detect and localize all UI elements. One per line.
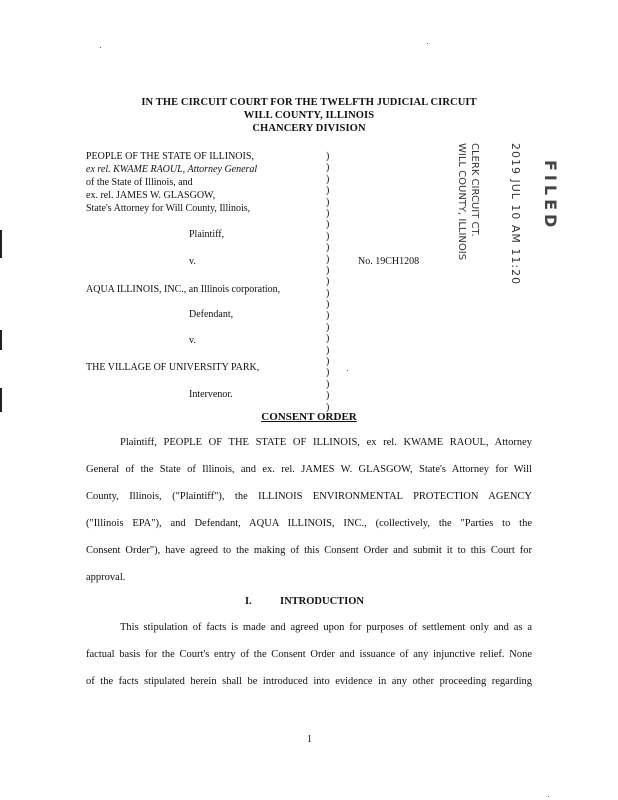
paren: ) xyxy=(326,333,330,345)
page-number: 1 xyxy=(307,734,312,745)
scan-speck xyxy=(548,796,549,797)
paren: ) xyxy=(326,310,330,322)
stamp-line-county: WILL COUNTY, ILLINOIS xyxy=(456,143,467,261)
section-number: I. xyxy=(245,596,252,607)
caption-parenthesis-column xyxy=(326,151,329,413)
paren: ) xyxy=(326,196,330,208)
paren: ) xyxy=(326,264,330,276)
scan-speck xyxy=(427,43,428,44)
plaintiff-line: PEOPLE OF THE STATE OF ILLINOIS, xyxy=(86,151,254,162)
plaintiff-line: ex. rel. JAMES W. GLASGOW, xyxy=(86,190,216,201)
intro-line: County, Illinois, ("Plaintiff"), the ILLINOIS ENVIRONMENTAL PROTECTION AGENCY xyxy=(86,491,532,502)
versus-label: v. xyxy=(189,256,196,267)
paren: ) xyxy=(326,344,330,356)
intro-line: approval. xyxy=(86,572,126,583)
court-name: IN THE CIRCUIT COURT FOR THE TWELFTH JUDICIAL CIRCUIT xyxy=(141,97,477,108)
division-name: CHANCERY DIVISION xyxy=(252,123,366,134)
paren: ) xyxy=(326,219,330,231)
paren: ) xyxy=(326,401,330,413)
plaintiff-line: State's Attorney for Will County, Illinois, xyxy=(86,203,251,214)
paren: ) xyxy=(326,321,330,333)
defendant-label: Defendant, xyxy=(189,309,234,320)
paren: ) xyxy=(326,185,330,197)
paren: ) xyxy=(326,207,330,219)
section-line: of the facts stipulated herein shall be introduced into evidence in any other proceeding regarding xyxy=(86,676,532,687)
stamp-line-date: 2019 JUL 10 AM 11:20 xyxy=(509,143,522,286)
paren: ) xyxy=(326,162,330,174)
defendant-name: AQUA ILLINOIS, INC., an Illinois corporation, xyxy=(86,284,281,295)
stamp-line-clerk: CLERK CIRCUIT CT. xyxy=(469,143,480,237)
scan-edge-mark xyxy=(0,330,2,350)
versus-label: v. xyxy=(189,335,196,346)
paren: ) xyxy=(326,378,330,390)
paren: ) xyxy=(326,230,330,242)
scan-edge-mark xyxy=(0,388,2,412)
paren: ) xyxy=(326,356,330,368)
stamp-line-filed: FILED xyxy=(541,160,560,232)
case-number: No. 19CH1208 xyxy=(358,256,420,267)
intervenor-name: THE VILLAGE OF UNIVERSITY PARK, xyxy=(86,362,260,373)
section-heading: INTRODUCTION xyxy=(280,596,365,607)
paren: ) xyxy=(326,173,330,185)
document-title: CONSENT ORDER xyxy=(261,411,357,423)
intro-line: Consent Order"), have agreed to the making of this Consent Order and submit it to this Court for xyxy=(86,545,532,556)
paren: ) xyxy=(326,242,330,254)
paren: ) xyxy=(326,299,330,311)
scan-speck xyxy=(347,370,348,371)
intro-line: Plaintiff, PEOPLE OF THE STATE OF ILLINOIS, ex rel. KWAME RAOUL, Attorney xyxy=(120,437,532,448)
paren: ) xyxy=(326,367,330,379)
section-line: This stipulation of facts is made and agreed upon for purposes of settlement only and as a xyxy=(120,622,532,633)
intervenor-label: Intervenor. xyxy=(189,389,233,400)
paren: ) xyxy=(326,151,330,162)
plaintiff-label: Plaintiff, xyxy=(189,229,225,240)
paren: ) xyxy=(326,253,330,265)
paren: ) xyxy=(326,276,330,288)
scan-edge-mark xyxy=(0,230,2,258)
intro-line: ("Illinois EPA"), and Defendant, AQUA ILLINOIS, INC., (collectively, the "Parties to the xyxy=(86,518,532,529)
scan-speck xyxy=(100,47,101,48)
plaintiff-line xyxy=(86,164,257,175)
paren: ) xyxy=(326,287,330,299)
plaintiff-line-text: ex rel. KWAME RAOUL, Attorney General xyxy=(86,164,258,175)
intro-line: General of the State of Illinois, and ex. rel. JAMES W. GLASGOW, State's Attorney for Will xyxy=(86,464,532,475)
section-line: factual basis for the Court's entry of the Consent Order and issuance of any injunctive relief. None xyxy=(86,649,532,660)
plaintiff-line: of the State of Illinois, and xyxy=(86,177,193,188)
paren: ) xyxy=(326,390,330,402)
county-name: WILL COUNTY, ILLINOIS xyxy=(243,110,375,121)
